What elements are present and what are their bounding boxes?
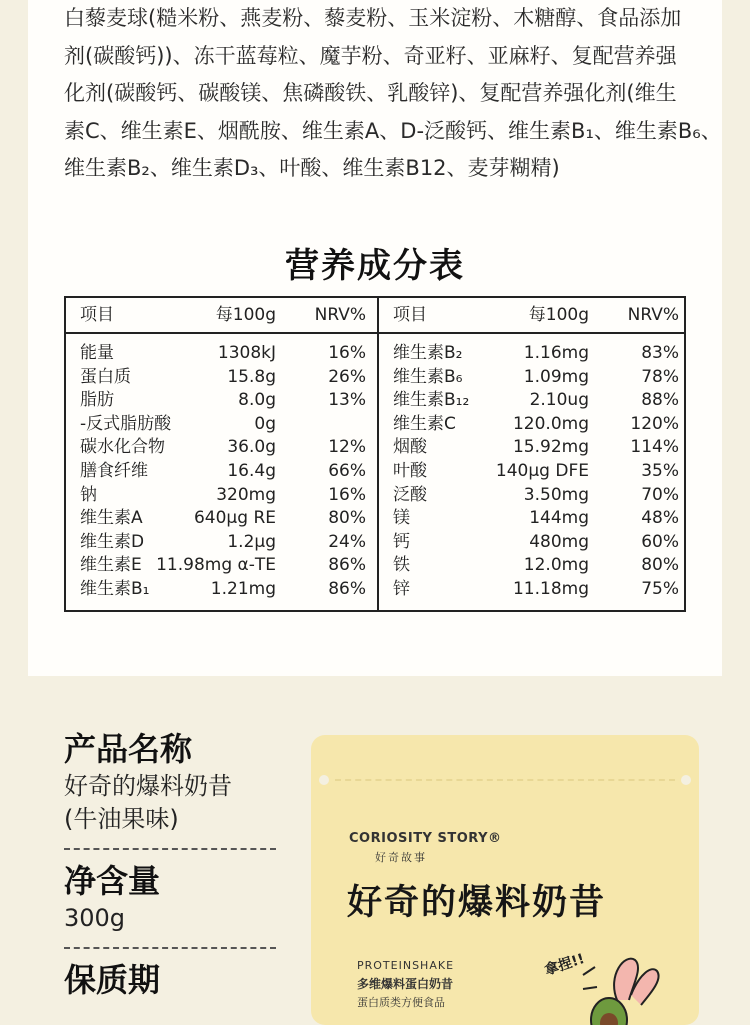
nutrition-rows [66, 342, 374, 602]
nutrient-amount: 140μg DFE [495, 460, 589, 481]
nutrient-nrv: 114% [630, 437, 679, 458]
nutrient-amount: 1.09mg [523, 366, 589, 387]
header-item: 项目 [80, 305, 114, 325]
package-sticker-text: 拿捏!! [542, 951, 587, 979]
nutrition-table [64, 296, 686, 612]
shelf-life-label: 保质期 [64, 961, 161, 999]
table-row [379, 436, 687, 460]
ingredients-line: 素C、维生素E、烟酰胺、维生素A、D-泛酸钙、维生素B₁、维生素B₆、 [64, 118, 722, 143]
ingredients-line: 维生素B₂、维生素D₃、叶酸、维生素B12、麦芽糊精) [64, 156, 560, 181]
nutrient-amount: 1308kJ [217, 343, 276, 363]
net-content-label: 净含量 [64, 862, 161, 900]
nutrient-nrv: 16% [328, 484, 366, 505]
header-per100g: 每100g [215, 305, 276, 325]
nutrient-amount: 320mg [216, 484, 276, 505]
table-header [66, 298, 374, 332]
nutrient-name: 铁 [393, 555, 410, 576]
nutrient-nrv: 48% [641, 508, 679, 529]
package-notch [681, 775, 691, 785]
nutrient-amount: 1.16mg [523, 343, 589, 363]
nutrition-rows [379, 342, 687, 602]
nutrient-nrv: 86% [328, 555, 366, 576]
table-row [66, 507, 374, 531]
ingredients-line: 白藜麦球(糙米粉、燕麦粉、藜麦粉、玉米淀粉、木糖醇、食品添加 [64, 6, 682, 30]
divider [64, 947, 276, 949]
table-row [66, 484, 374, 508]
nutrient-name: 镁 [393, 508, 410, 529]
product-info [64, 728, 284, 1001]
nutrient-amount: 480mg [529, 531, 589, 552]
nutrient-name: 叶酸 [393, 460, 427, 481]
nutrient-amount: 2.10ug [529, 390, 589, 411]
nutrient-name: 维生素B₁₂ [393, 390, 470, 411]
nutrient-name: 膳食纤维 [80, 460, 148, 481]
package-category: 蛋白质类方便食品 [357, 996, 445, 1009]
header-item: 项目 [393, 305, 427, 325]
nutrient-name: 维生素C [393, 413, 456, 434]
table-row [379, 578, 687, 602]
nutrient-amount: 11.18mg [512, 578, 589, 599]
nutrient-amount: 15.92mg [512, 437, 589, 458]
nutrient-name: 能量 [80, 343, 114, 363]
package-brand: CORIOSITY STORY® [349, 831, 502, 846]
header-nrv: NRV% [314, 305, 366, 325]
nutrient-amount: 16.4g [227, 460, 276, 481]
nutrient-amount: 640μg RE [193, 508, 276, 529]
package-tear-line [335, 779, 675, 781]
table-row [66, 389, 374, 413]
table-row [66, 413, 374, 437]
table-row [379, 342, 687, 366]
nutrient-nrv: 70% [641, 484, 679, 505]
nutrient-nrv: 26% [328, 366, 366, 387]
nutrient-name: 钠 [80, 484, 97, 505]
nutrition-title: 营养成分表 [285, 246, 465, 286]
nutrient-amount: 1.21mg [210, 578, 276, 599]
nutrient-name: 锌 [393, 578, 410, 599]
nutrient-name: 脂肪 [80, 390, 114, 411]
nutrient-nrv: 13% [328, 390, 366, 411]
product-name-label: 产品名称 [64, 730, 193, 768]
nutrient-name: 维生素E [80, 555, 142, 576]
nutrient-amount: 8.0g [238, 390, 276, 411]
nutrient-nrv: 86% [328, 578, 366, 599]
nutrient-name: 泛酸 [393, 484, 427, 505]
nutrient-nrv: 75% [641, 578, 679, 599]
nutrient-nrv: 88% [641, 390, 679, 411]
table-header-line [66, 332, 684, 334]
header-nrv: NRV% [627, 305, 679, 325]
nutrient-name: 维生素B₆ [393, 366, 463, 387]
table-row [379, 413, 687, 437]
package-brand-cn: 好奇故事 [375, 851, 427, 864]
ingredients-text [64, 0, 722, 188]
nutrient-name: 维生素D [80, 531, 145, 552]
table-row [66, 531, 374, 555]
nutrient-nrv: 60% [641, 531, 679, 552]
nutrient-amount: 144mg [529, 508, 589, 529]
table-row [379, 507, 687, 531]
nutrient-nrv: 80% [328, 508, 366, 529]
package-subtitle-en: PROTEINSHAKE [357, 959, 455, 972]
nutrient-name: 碳水化合物 [80, 437, 165, 458]
nutrient-nrv: 66% [328, 460, 366, 481]
nutrient-name: 维生素B₁ [80, 578, 150, 599]
divider [64, 848, 276, 850]
net-content-value: 300g [64, 904, 126, 932]
table-row [66, 342, 374, 366]
nutrition-column-left [66, 298, 374, 599]
package-title: 好奇的爆料奶昔 [347, 883, 607, 923]
nutrient-amount: 12.0mg [523, 555, 589, 576]
ingredients-line: 剂(碳酸钙))、冻干蓝莓粒、魔芋粉、奇亚籽、亚麻籽、复配营养强 [64, 43, 677, 68]
product-package-image [311, 735, 699, 1025]
product-flavor-value: (牛油果味) [64, 805, 179, 833]
nutrient-nrv: 16% [328, 343, 366, 363]
package-notch [319, 775, 329, 785]
table-row [379, 531, 687, 555]
table-row [379, 554, 687, 578]
header-per100g: 每100g [528, 305, 589, 325]
table-row [379, 389, 687, 413]
table-row [379, 460, 687, 484]
table-row [66, 366, 374, 390]
ingredients-line: 化剂(碳酸钙、碳酸镁、焦磷酸铁、乳酸锌)、复配营养强化剂(维生 [64, 81, 677, 106]
nutrient-amount: 1.2μg [227, 531, 276, 552]
nutrient-amount: 15.8g [227, 366, 276, 387]
nutrient-nrv: 12% [328, 437, 366, 458]
nutrient-nrv: 78% [641, 366, 679, 387]
nutrient-amount: 120.0mg [512, 413, 589, 434]
nutrient-nrv: 24% [328, 531, 366, 552]
nutrient-nrv: 83% [641, 343, 679, 363]
nutrient-amount: 36.0g [227, 437, 276, 458]
package-subtitle: 多维爆料蛋白奶昔 [357, 977, 454, 991]
table-header [379, 298, 687, 332]
nutrient-amount: 0g [254, 413, 276, 434]
nutrient-nrv: 35% [641, 460, 679, 481]
nutrient-name: 维生素A [80, 508, 143, 529]
table-row [66, 436, 374, 460]
table-row [379, 366, 687, 390]
table-row [379, 484, 687, 508]
table-row [66, 554, 374, 578]
nutrient-name: 维生素B₂ [393, 343, 463, 363]
table-row [66, 578, 374, 602]
product-name-value: 好奇的爆料奶昔 [64, 772, 232, 800]
nutrient-amount: 3.50mg [523, 484, 589, 505]
nutrient-name: 钙 [393, 531, 410, 552]
nutrient-nrv: 80% [641, 555, 679, 576]
nutrient-amount: 11.98mg α-TE [156, 555, 276, 576]
table-row [66, 460, 374, 484]
nutrient-name: -反式脂肪酸 [80, 413, 172, 434]
nutrient-name: 烟酸 [393, 437, 427, 458]
nutrient-nrv: 120% [630, 413, 679, 434]
nutrition-column-right [379, 298, 687, 599]
nutrient-name: 蛋白质 [80, 366, 131, 387]
